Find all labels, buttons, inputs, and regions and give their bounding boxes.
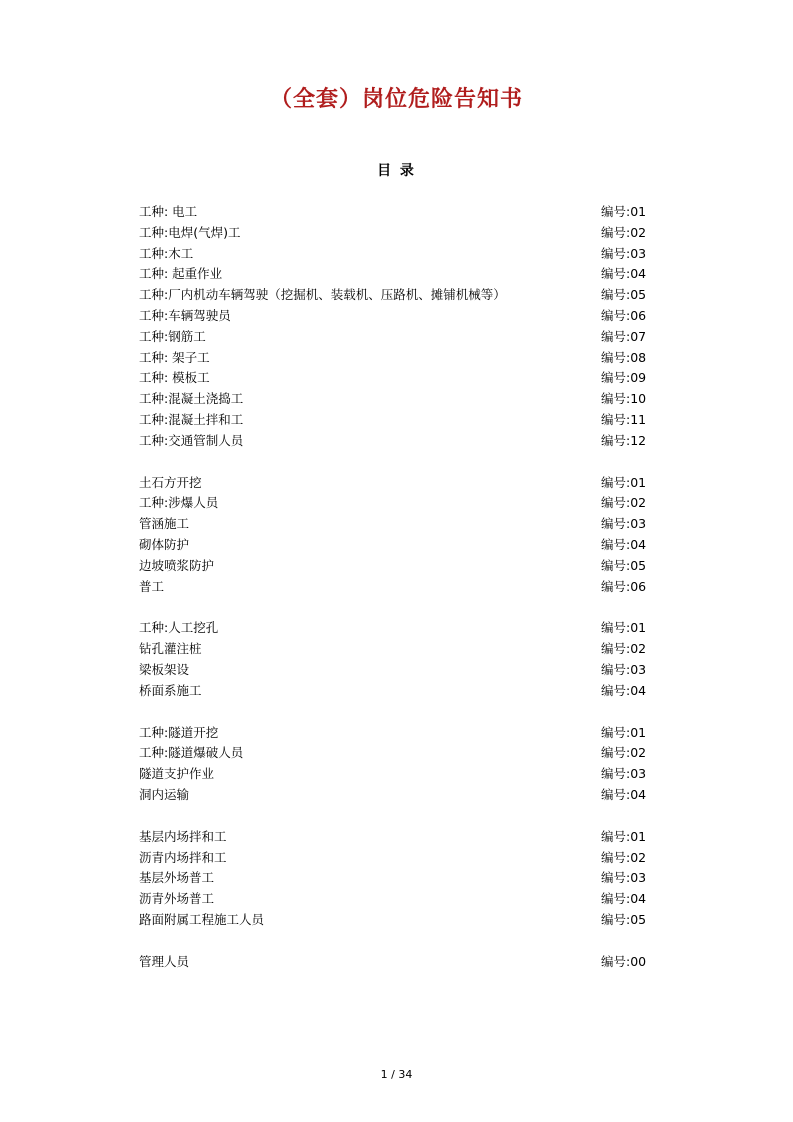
toc-entry [139, 223, 659, 244]
toc-entry-code: 编号:02 [601, 745, 647, 761]
toc-entry-title: 工种:木工 [139, 245, 194, 261]
toc-entry [139, 535, 659, 556]
toc-entry-title: 工种:隧道爆破人员 [139, 745, 244, 761]
toc-entry [139, 327, 659, 348]
toc-entry-code: 编号:04 [601, 891, 647, 907]
toc-entry-code: 编号:10 [601, 391, 647, 407]
toc-entry-title: 工种:混凝土浇捣工 [139, 391, 244, 407]
toc-entry [139, 368, 659, 389]
toc-entry-title: 隧道支护作业 [139, 766, 215, 782]
toc-entry-code: 编号:01 [601, 474, 647, 490]
toc-entry [139, 473, 659, 494]
toc-entry [139, 410, 659, 431]
toc-entry-title: 钻孔灌注桩 [139, 641, 202, 657]
toc-entry-code: 编号:07 [601, 328, 647, 344]
toc-entry [139, 389, 659, 410]
toc-entry-code: 编号:04 [601, 536, 647, 552]
toc-entry [139, 827, 659, 848]
toc-entry-code: 编号:09 [601, 370, 647, 386]
toc-entry-title: 工种:电焊(气焊)工 [139, 224, 241, 240]
toc-entry-title: 基层内场拌和工 [139, 828, 227, 844]
toc-entry-title: 工种:隧道开挖 [139, 724, 219, 740]
toc-entry-code: 编号:06 [601, 578, 647, 594]
toc-entry-code: 编号:05 [601, 287, 647, 303]
toc-heading: 目 录 [377, 163, 416, 179]
toc-entry-code: 编号:04 [601, 786, 647, 802]
toc-entry [139, 785, 659, 806]
toc-entry-code: 编号:01 [601, 204, 647, 219]
toc-entry-code: 编号:05 [601, 557, 647, 573]
toc-entry [139, 910, 659, 931]
toc-entry-title: 工种:钢筋工 [139, 328, 206, 344]
toc-entry [139, 556, 659, 577]
toc-entry-code: 编号:03 [601, 245, 647, 261]
toc-entry-code: 编号:03 [601, 870, 647, 886]
toc-entry-title: 工种:混凝土拌和工 [139, 411, 244, 427]
toc-entry [139, 348, 659, 369]
toc-entry-title: 工种:人工挖孔 [139, 620, 219, 636]
toc-group [139, 618, 659, 701]
toc-entry [139, 764, 659, 785]
toc-entry-code: 编号:08 [601, 349, 647, 365]
toc-entry-title: 洞内运输 [139, 786, 190, 802]
toc-entry-title: 工种: 起重作业 [139, 266, 223, 282]
toc-entry-title: 砌体防护 [139, 536, 190, 552]
document-title: （全套）岗位危险告知书 [269, 86, 523, 112]
toc-group [139, 952, 659, 973]
toc-entry-title: 基层外场普工 [139, 870, 215, 886]
toc-entry [139, 952, 659, 973]
toc-entry [139, 618, 659, 639]
toc-entry-title: 工种: 电工 [139, 204, 198, 219]
toc-entry-code: 编号:02 [601, 224, 647, 240]
toc-entry-title: 工种: 模板工 [139, 370, 210, 386]
toc-entry [139, 244, 659, 265]
page-number: 1 / 34 [380, 1068, 413, 1081]
toc-entry [139, 431, 659, 452]
toc-entry [139, 868, 659, 889]
toc-entry-title: 工种:交通管制人员 [139, 432, 244, 448]
toc-entry-code: 编号:12 [601, 432, 647, 448]
toc-entry-code: 编号:03 [601, 766, 647, 782]
toc-entry-code: 编号:02 [601, 849, 647, 865]
toc-entry-code: 编号:03 [601, 516, 647, 532]
toc-group [139, 473, 659, 598]
toc-entry-title: 管涵施工 [139, 516, 190, 532]
toc-entry [139, 493, 659, 514]
toc-entry-title: 桥面系施工 [139, 682, 202, 698]
toc-group [139, 723, 659, 806]
toc-entry-title: 沥青内场拌和工 [139, 849, 227, 865]
toc-entry-code: 编号:01 [601, 828, 647, 844]
toc-entry-title: 工种: 架子工 [139, 349, 210, 365]
toc-entry [139, 743, 659, 764]
toc-entry [139, 202, 659, 223]
toc-entry [139, 264, 659, 285]
toc-entry-code: 编号:04 [601, 682, 647, 698]
toc-entry-code: 编号:01 [601, 620, 647, 636]
toc-entry-title: 工种:厂内机动车辆驾驶（挖掘机、装载机、压路机、摊铺机械等） [139, 287, 506, 303]
toc-entry-code: 编号:05 [601, 911, 647, 927]
toc-entry-title: 梁板架设 [139, 661, 190, 677]
table-of-contents [139, 202, 659, 994]
toc-entry [139, 848, 659, 869]
toc-entry-title: 边坡喷浆防护 [139, 557, 215, 573]
toc-entry-code: 编号:02 [601, 495, 647, 511]
toc-entry-code: 编号:06 [601, 307, 647, 323]
toc-entry-title: 路面附属工程施工人员 [139, 911, 265, 927]
toc-entry [139, 285, 659, 306]
toc-entry-code: 编号:03 [601, 661, 647, 677]
toc-entry-code: 编号:01 [601, 724, 647, 740]
toc-entry-code: 编号:04 [601, 266, 647, 282]
toc-group [139, 202, 659, 452]
toc-entry [139, 639, 659, 660]
toc-entry [139, 723, 659, 744]
toc-group [139, 827, 659, 931]
toc-entry-title: 沥青外场普工 [139, 891, 215, 907]
toc-entry [139, 306, 659, 327]
toc-entry [139, 577, 659, 598]
toc-entry-code: 编号:00 [601, 953, 647, 969]
toc-entry-title: 工种:涉爆人员 [139, 495, 219, 511]
toc-entry [139, 681, 659, 702]
toc-entry-title: 工种:车辆驾驶员 [139, 307, 231, 323]
toc-entry [139, 889, 659, 910]
toc-entry [139, 660, 659, 681]
toc-entry-code: 编号:11 [601, 411, 647, 427]
toc-entry-title: 土石方开挖 [139, 474, 202, 490]
toc-entry-title: 普工 [139, 578, 165, 594]
toc-entry-code: 编号:02 [601, 641, 647, 657]
toc-entry [139, 514, 659, 535]
toc-entry-title: 管理人员 [139, 953, 190, 969]
